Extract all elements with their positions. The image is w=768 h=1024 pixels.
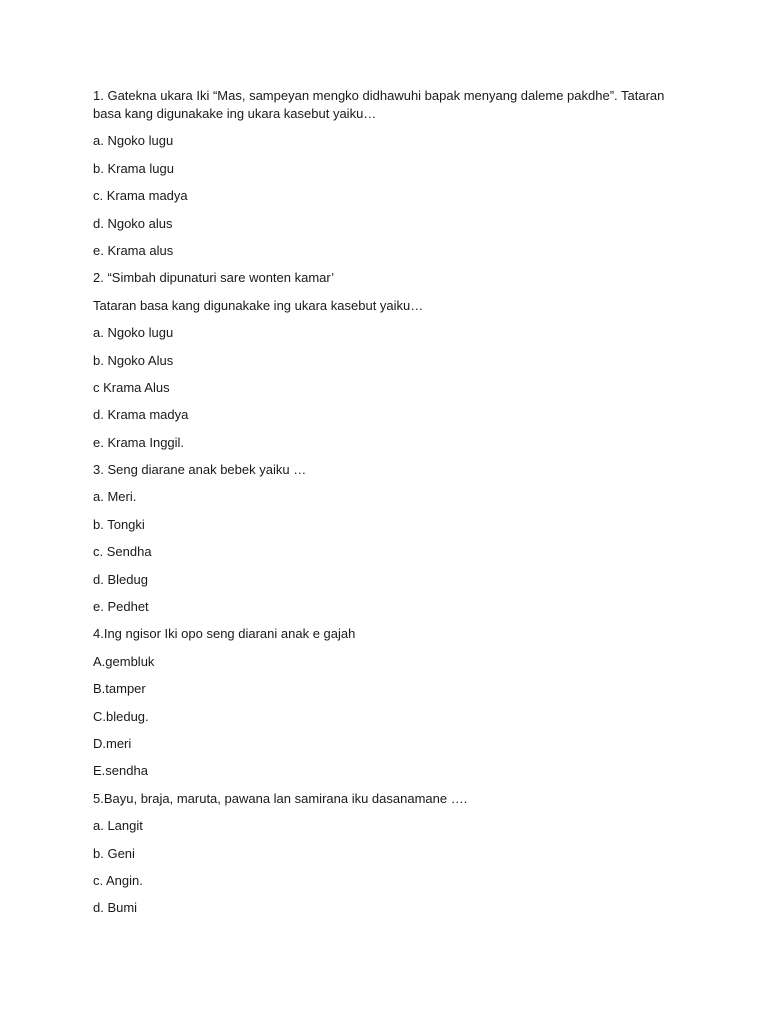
q5-option-d: d. Bumi — [93, 900, 138, 916]
q3-option-d: d. Bledug — [93, 571, 148, 587]
q4-option-c: C.bledug. — [93, 708, 149, 724]
q3-option-a: a. Meri. — [93, 489, 137, 505]
q2-option-a: a. Ngoko lugu — [93, 325, 174, 341]
q5-option-c: c. Angin. — [93, 872, 143, 888]
q1-option-d: d. Ngoko alus — [93, 215, 173, 231]
q4-option-e: E.sendha — [93, 763, 148, 779]
q1-option-e: e. Krama alus — [93, 242, 174, 258]
q2-option-b: b. Ngoko Alus — [93, 352, 174, 368]
q2-option-e: e. Krama Inggil. — [93, 434, 185, 450]
question-2: 2. “Simbah dipunaturi sare wonten kamar’ — [93, 270, 335, 286]
document-page — [93, 87, 693, 927]
q5-option-b: b. Geni — [93, 845, 135, 861]
q2-option-c: c Krama Alus — [93, 379, 170, 395]
question-1: 1. Gatekna ukara Iki “Mas, sampeyan mengko didhawuhi bapak menyang daleme pakdhe”. Tataran basa kang digunakake ing ukara kasebut yaiku… — [93, 88, 665, 121]
q4-option-a: A.gembluk — [93, 653, 155, 669]
question-2-prompt: Tataran basa kang digunakake ing ukara kasebut yaiku… — [93, 297, 424, 313]
q4-option-b: B.tamper — [93, 681, 146, 697]
q3-option-c: c. Sendha — [93, 544, 152, 560]
q1-option-b: b. Krama lugu — [93, 160, 174, 176]
q4-option-d: D.meri — [93, 735, 132, 751]
q3-option-e: e. Pedhet — [93, 599, 149, 615]
question-3: 3. Seng diarane anak bebek yaiku … — [93, 462, 307, 478]
q2-option-d: d. Krama madya — [93, 407, 189, 423]
question-4: 4.Ing ngisor Iki opo seng diarani anak e gajah — [93, 626, 356, 642]
q1-option-c: c. Krama madya — [93, 188, 188, 204]
q3-option-b: b. Tongki — [93, 516, 145, 532]
question-5: 5.Bayu, braja, maruta, pawana lan samirana iku dasanamane …. — [93, 790, 468, 806]
q1-option-a: a. Ngoko lugu — [93, 133, 174, 149]
q5-option-a: a. Langit — [93, 818, 143, 834]
